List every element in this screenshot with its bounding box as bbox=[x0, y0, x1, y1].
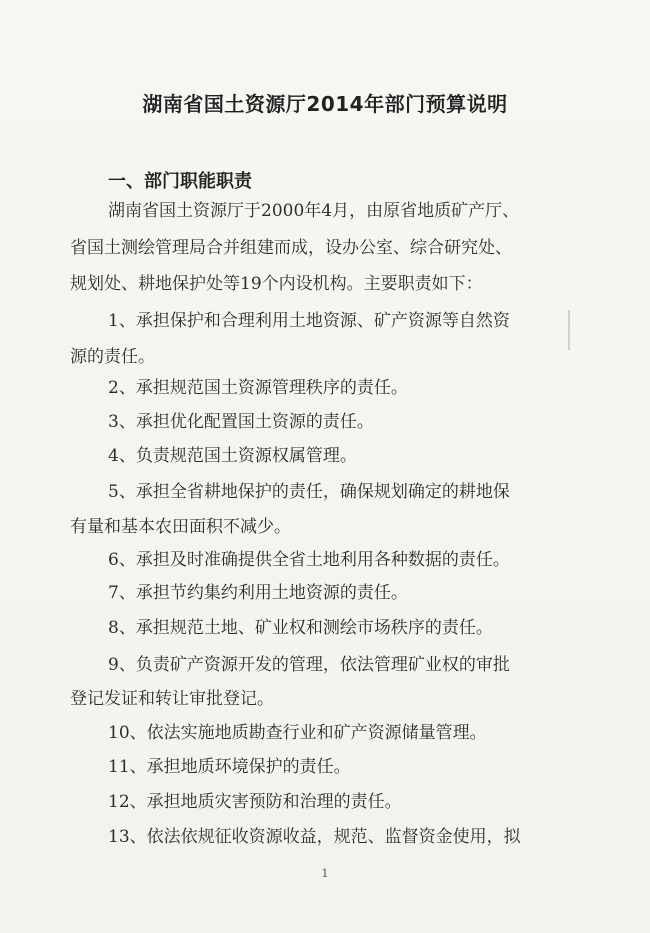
scan-mark bbox=[568, 310, 570, 350]
intro-line-1: 湖南省国土资源厅于2000年4月，由原省地质矿产厅、 bbox=[108, 201, 520, 221]
duty-line: 10、依法实施地质勘查行业和矿产资源储量管理。 bbox=[108, 723, 487, 743]
duty-line: 4、负责规范国土资源权属管理。 bbox=[108, 446, 357, 466]
duty-line: 8、承担规范土地、矿业权和测绘市场秩序的责任。 bbox=[108, 618, 493, 638]
duty-line: 源的责任。 bbox=[70, 347, 155, 367]
duty-line: 登记发证和转让审批登记。 bbox=[70, 689, 274, 709]
duty-line: 12、承担地质灾害预防和治理的责任。 bbox=[108, 792, 402, 812]
duty-line: 6、承担及时准确提供全省土地利用各种数据的责任。 bbox=[108, 550, 510, 570]
duty-line: 1、承担保护和合理利用土地资源、矿产资源等自然资 bbox=[108, 311, 510, 331]
duty-line: 13、依法依规征收资源收益，规范、监督资金使用，拟 bbox=[108, 827, 521, 847]
duty-line: 有量和基本农田面积不减少。 bbox=[70, 517, 291, 537]
duty-line: 9、负责矿产资源开发的管理，依法管理矿业权的审批 bbox=[108, 655, 510, 675]
duty-line: 2、承担规范国土资源管理秩序的责任。 bbox=[108, 378, 408, 398]
section-heading: 一、部门职能职责 bbox=[108, 171, 252, 192]
intro-line-3: 规划处、耕地保护处等19个内设机构。主要职责如下： bbox=[70, 274, 483, 294]
duty-line: 11、承担地质环境保护的责任。 bbox=[108, 757, 351, 777]
duty-line: 7、承担节约集约利用土地资源的责任。 bbox=[108, 583, 408, 603]
intro-line-2: 省国土测绘管理局合并组建而成，设办公室、综合研究处、 bbox=[70, 238, 512, 258]
document-title: 湖南省国土资源厅2014年部门预算说明 bbox=[142, 92, 508, 116]
page-number: 1 bbox=[321, 867, 329, 880]
duty-line: 5、承担全省耕地保护的责任，确保规划确定的耕地保 bbox=[108, 482, 510, 502]
duty-line: 3、承担优化配置国土资源的责任。 bbox=[108, 412, 374, 432]
